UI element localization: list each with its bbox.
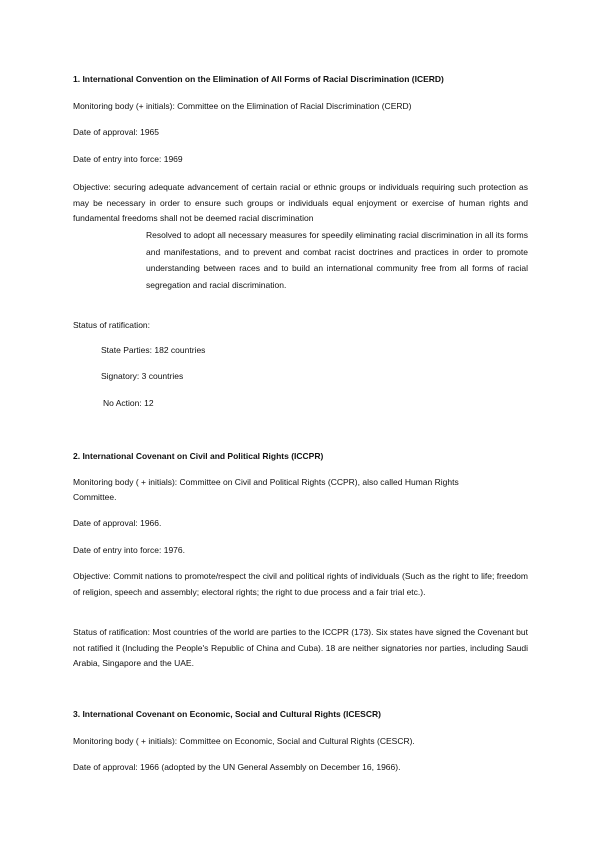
section-2-date-of-approval: Date of approval: 1966. (73, 518, 162, 528)
section-1-heading: 1. International Convention on the Elimination of All Forms of Racial Discrimination (ICERD) (73, 74, 444, 84)
section-1-no-action: No Action: 12 (103, 398, 154, 408)
section-2-heading: 2. International Covenant on Civil and Political Rights (ICCPR) (73, 451, 324, 461)
section-1-status-label: Status of ratification: (73, 320, 151, 330)
section-2-monitoring-body-line1: Monitoring body ( + initials): Committee on Civil and Political Rights (CCPR), also called Human Rights (73, 477, 459, 487)
section-1-resolved: Resolved to adopt all necessary measures for speedily eliminating racial discrimination in all its forms and manifestations, and to prevent and combat racist doctrines and practices in order to promote understanding between races and to build an international community free from all forms of racial segregation and racial discrimination. (146, 230, 528, 290)
section-2-status: Status of ratification: Most countries of the world are parties to the ICCPR (173). Six states have signed the Covenant but not ratified it (Including the People's Republic of China and Cuba). 18 are neither signatories nor parties, including Saudi Arabia, Singapore and the UAE. (73, 627, 528, 668)
section-1-state-parties: State Parties: 182 countries (101, 345, 206, 355)
section-2-objective: Objective: Commit nations to promote/respect the civil and political rights of individuals (Such as the right to life; freedom of religion, speech and assembly; electoral rights; the right to due process and a fair trial etc.). (73, 571, 528, 597)
section-1-objective: Objective: securing adequate advancement of certain racial or ethnic groups or individuals requiring such protection as may be necessary in order to ensure such groups or individuals equal enjoyment or exercise of human rights and fundamental freedoms shall not be deemed racial discrimination (73, 182, 528, 223)
section-1-date-of-entry: Date of entry into force: 1969 (73, 154, 183, 164)
section-2-date-of-entry: Date of entry into force: 1976. (73, 545, 185, 555)
section-2-monitoring-body-line2: Committee. (73, 492, 117, 502)
section-3-monitoring-body: Monitoring body ( + initials): Committee on Economic, Social and Cultural Rights (CESCR). (73, 736, 415, 746)
section-3-heading: 3. International Covenant on Economic, Social and Cultural Rights (ICESCR) (73, 709, 381, 719)
section-1-date-of-approval: Date of approval: 1965 (73, 127, 160, 137)
section-1-monitoring-body: Monitoring body (+ initials): Committee on the Elimination of Racial Discrimination (CERD) (73, 101, 412, 111)
section-3-date-of-approval: Date of approval: 1966 (adopted by the UN General Assembly on December 16, 1966). (73, 762, 401, 772)
section-1-signatory: Signatory: 3 countries (101, 371, 184, 381)
